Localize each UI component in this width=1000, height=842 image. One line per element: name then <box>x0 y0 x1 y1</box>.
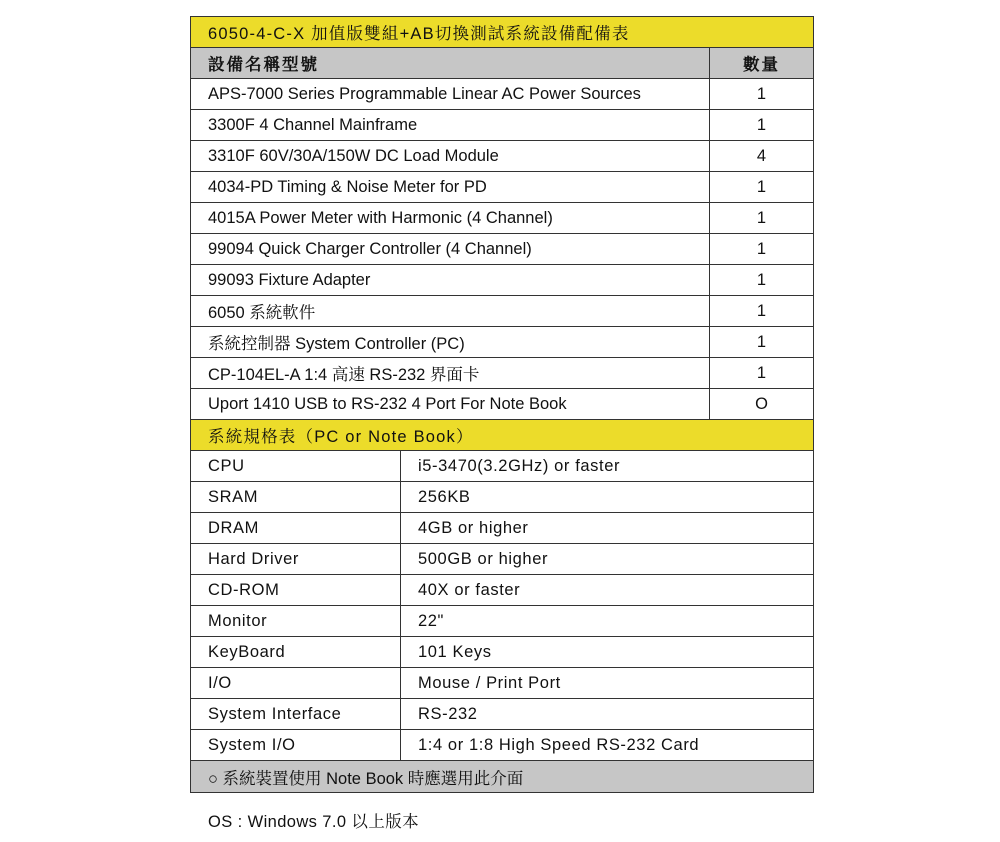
spec-key: CPU <box>191 451 401 481</box>
spec-row <box>191 730 813 761</box>
equipment-qty: O <box>755 394 768 413</box>
spec-value: 4GB or higher <box>418 518 529 537</box>
spec-key: DRAM <box>191 513 401 543</box>
equipment-name: 4015A Power Meter with Harmonic (4 Channel) <box>191 203 710 233</box>
spec-title: 系統規格表（PC or Note Book） <box>208 428 474 446</box>
equipment-name: 4034-PD Timing & Noise Meter for PD <box>191 172 710 202</box>
equipment-name: 系統控制器 System Controller (PC) <box>191 327 710 357</box>
equipment-spec-table <box>190 16 814 793</box>
equipment-qty: 1 <box>756 270 767 289</box>
spec-row <box>191 699 813 730</box>
spec-key: I/O <box>191 668 401 698</box>
spec-key: System I/O <box>191 730 401 760</box>
spec-row <box>191 513 813 544</box>
spec-row <box>191 544 813 575</box>
equipment-row <box>191 172 813 203</box>
equipment-row <box>191 141 813 172</box>
equipment-name-header: 設備名稱型號 <box>191 48 710 78</box>
equipment-qty: 1 <box>756 332 767 351</box>
equipment-name: 3310F 60V/30A/150W DC Load Module <box>191 141 710 171</box>
spec-value: 101 Keys <box>418 642 492 661</box>
spec-row <box>191 451 813 482</box>
spec-value: 22" <box>418 611 445 630</box>
spec-value: Mouse / Print Port <box>418 673 561 692</box>
spec-value: 500GB or higher <box>418 549 549 568</box>
equipment-qty: 1 <box>756 301 767 320</box>
equipment-qty: 1 <box>756 208 767 227</box>
equipment-qty: 1 <box>756 363 767 382</box>
spec-key: CD-ROM <box>191 575 401 605</box>
spec-row <box>191 637 813 668</box>
equipment-name: 99093 Fixture Adapter <box>191 265 710 295</box>
table-title-row <box>191 17 813 48</box>
spec-value: RS-232 <box>418 704 478 723</box>
equipment-qty-header: 數量 <box>743 56 780 74</box>
spec-value: i5-3470(3.2GHz) or faster <box>418 456 621 475</box>
equipment-qty: 1 <box>756 177 767 196</box>
equipment-name: CP-104EL-A 1:4 高速 RS-232 界面卡 <box>191 358 710 388</box>
equipment-row <box>191 358 813 389</box>
spec-row <box>191 606 813 637</box>
equipment-qty: 4 <box>756 146 767 165</box>
table-title: 6050-4-C-X 加值版雙組+AB切換測試系統設備配備表 <box>208 25 630 43</box>
equipment-row <box>191 265 813 296</box>
equipment-row <box>191 327 813 358</box>
equipment-row <box>191 234 813 265</box>
equipment-name: Uport 1410 USB to RS-232 4 Port For Note Book <box>191 389 710 419</box>
equipment-qty: 1 <box>756 239 767 258</box>
spec-value: 40X or faster <box>418 580 521 599</box>
note-row <box>191 761 813 792</box>
equipment-name: 99094 Quick Charger Controller (4 Channel) <box>191 234 710 264</box>
spec-row <box>191 668 813 699</box>
os-requirement: OS : Windows 7.0 以上版本 <box>208 813 420 831</box>
spec-key: KeyBoard <box>191 637 401 667</box>
equipment-qty: 1 <box>756 115 767 134</box>
spec-row <box>191 575 813 606</box>
spec-value: 256KB <box>418 487 471 506</box>
equipment-row <box>191 203 813 234</box>
equipment-name: 6050 系統軟件 <box>191 296 710 326</box>
equipment-row <box>191 110 813 141</box>
spec-key: Hard Driver <box>191 544 401 574</box>
spec-key: SRAM <box>191 482 401 512</box>
equipment-row <box>191 296 813 327</box>
equipment-header-row <box>191 48 813 79</box>
spec-title-row <box>191 420 813 451</box>
equipment-qty: 1 <box>756 84 767 103</box>
equipment-row <box>191 389 813 420</box>
spec-row <box>191 482 813 513</box>
interface-note: ○ 系統裝置使用 Note Book 時應選用此介面 <box>208 769 524 788</box>
equipment-row <box>191 79 813 110</box>
spec-value: 1:4 or 1:8 High Speed RS-232 Card <box>418 735 700 754</box>
spec-key: System Interface <box>191 699 401 729</box>
equipment-name: 3300F 4 Channel Mainframe <box>191 110 710 140</box>
spec-key: Monitor <box>191 606 401 636</box>
equipment-name: APS-7000 Series Programmable Linear AC Power Sources <box>191 79 710 109</box>
